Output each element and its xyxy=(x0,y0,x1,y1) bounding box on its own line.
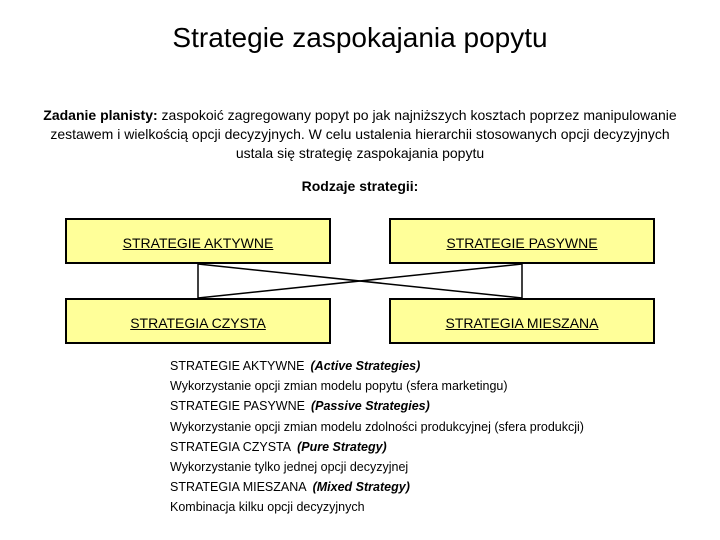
task-text: zaspokoić zagregowany popyt po jak najniższych kosztach poprzez manipulowanie zestawem i wielkością opcji decyzyjnych. W celu ustalenia hierarchii stosowanych opcji decyzyjnych ustala się strategię zaspokajania popytu xyxy=(50,107,677,161)
definition-term: STRATEGIE AKTYWNE xyxy=(170,359,305,373)
definitions-list xyxy=(170,356,680,518)
box-active-label: STRATEGIE AKTYWNE xyxy=(122,235,274,251)
definition-term-line xyxy=(170,437,680,457)
box-mixed-strategy xyxy=(389,298,655,344)
definition-description: Wykorzystanie opcji zmian modelu popytu (sfera marketingu) xyxy=(170,379,508,394)
definition-term-line xyxy=(170,477,680,497)
box-pure-strategy xyxy=(65,298,331,344)
box-pure-label: STRATEGIA CZYSTA xyxy=(130,315,266,331)
definition-english: (Passive Strategies) xyxy=(310,399,430,414)
definition-english: (Pure Strategy) xyxy=(297,439,387,454)
box-passive-strategies xyxy=(389,218,655,264)
definition-description: Kombinacja kilku opcji decyzyjnych xyxy=(170,500,365,515)
definition-description: Wykorzystanie tylko jednej opcji decyzyjnej xyxy=(170,460,409,475)
strategy-types-heading: Rodzaje strategii: xyxy=(301,178,419,194)
definition-english: (Mixed Strategy) xyxy=(312,480,410,495)
definition-term-line xyxy=(170,396,680,416)
box-active-strategies xyxy=(65,218,331,264)
box-mixed-label: STRATEGIA MIESZANA xyxy=(445,315,599,331)
definition-term: STRATEGIA CZYSTA xyxy=(170,439,292,454)
definition-description: Wykorzystanie opcji zmian modelu zdolności produkcyjnej (sfera produkcji) xyxy=(170,419,584,434)
definition-english: (Active Strategies) xyxy=(310,359,421,373)
page-title: Strategie zaspokajania popytu xyxy=(172,22,548,53)
definition-term: STRATEGIE PASYWNE xyxy=(170,399,305,414)
task-label: Zadanie planisty: xyxy=(43,107,158,123)
definition-term: STRATEGIA MIESZANA xyxy=(170,480,307,495)
box-passive-label: STRATEGIE PASYWNE xyxy=(446,235,598,251)
definition-term-line xyxy=(170,356,680,376)
